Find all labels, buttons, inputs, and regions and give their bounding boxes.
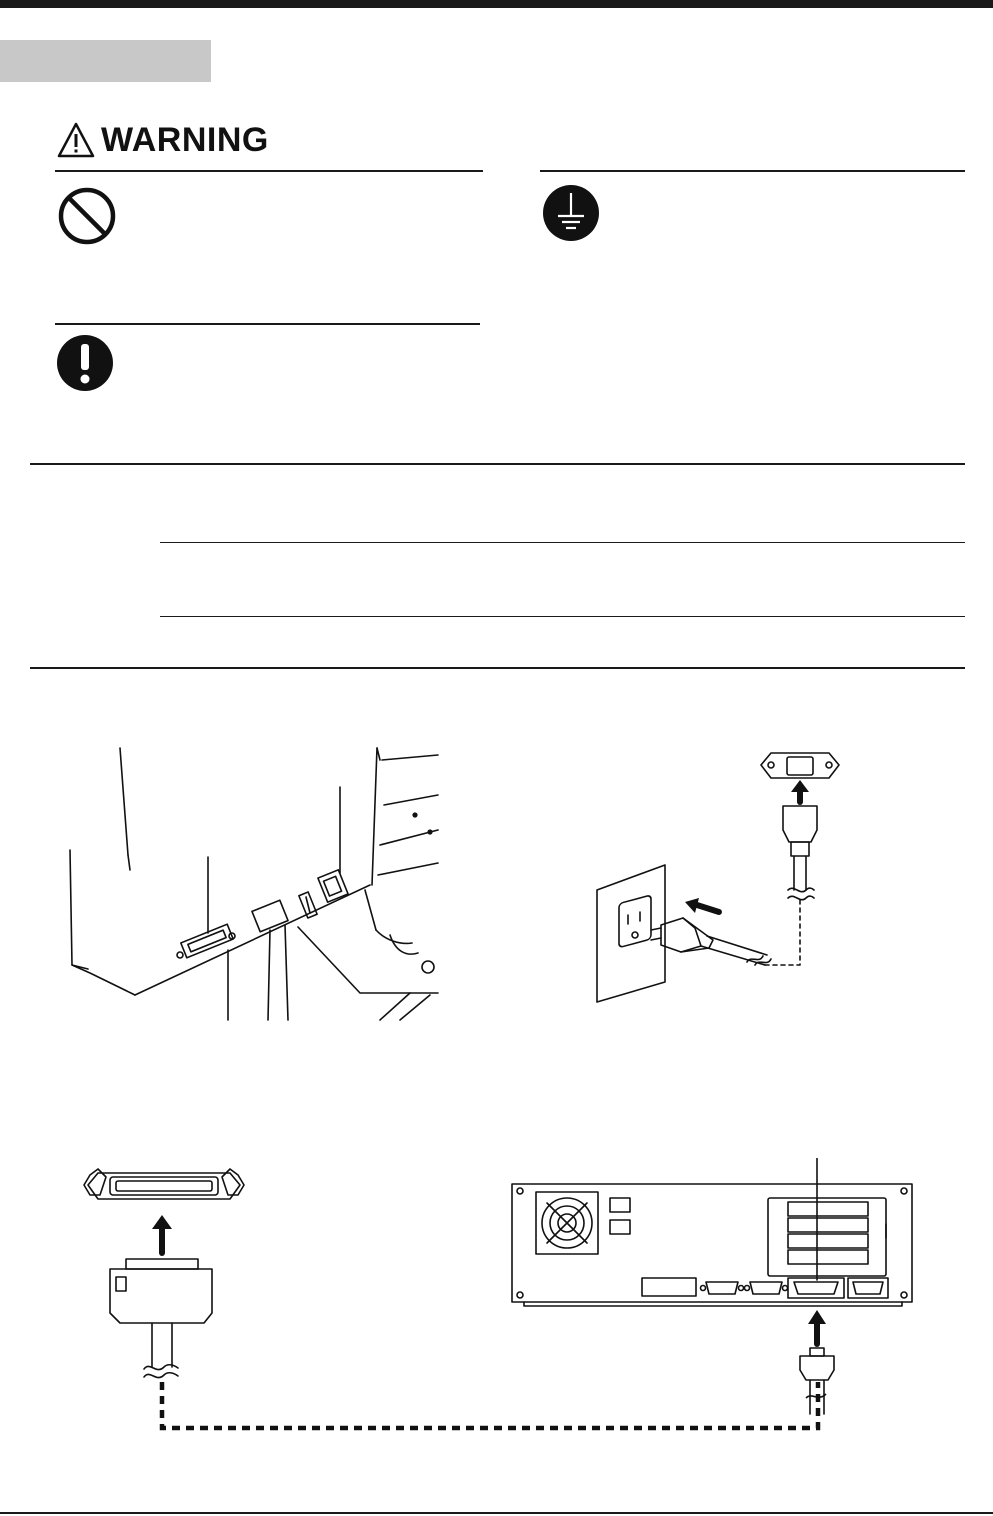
warning-triangle-icon [57,122,95,158]
section-rule-bottom [30,667,965,669]
computer-rear-illustration [510,1158,915,1418]
warning-title: WARNING [101,120,269,159]
cable-connection-line [150,1380,830,1440]
mandatory-action-icon [56,334,114,392]
warning-divider-right-top [540,170,965,172]
warning-divider-left-mid [55,323,480,325]
printer-rear-illustration [60,745,450,1025]
header-bar [0,0,993,8]
section-tab [0,40,211,82]
power-cord-illustration [595,750,855,1010]
table-rule-1 [160,542,965,543]
table-rule-2 [160,616,965,617]
section-rule-top [30,463,965,465]
warning-divider-left-top [55,170,483,172]
parallel-cable-illustration [80,1165,250,1395]
prohibited-icon [57,186,117,246]
ground-icon [542,184,600,242]
warning-heading [57,118,269,162]
footer-rule [0,1512,993,1514]
